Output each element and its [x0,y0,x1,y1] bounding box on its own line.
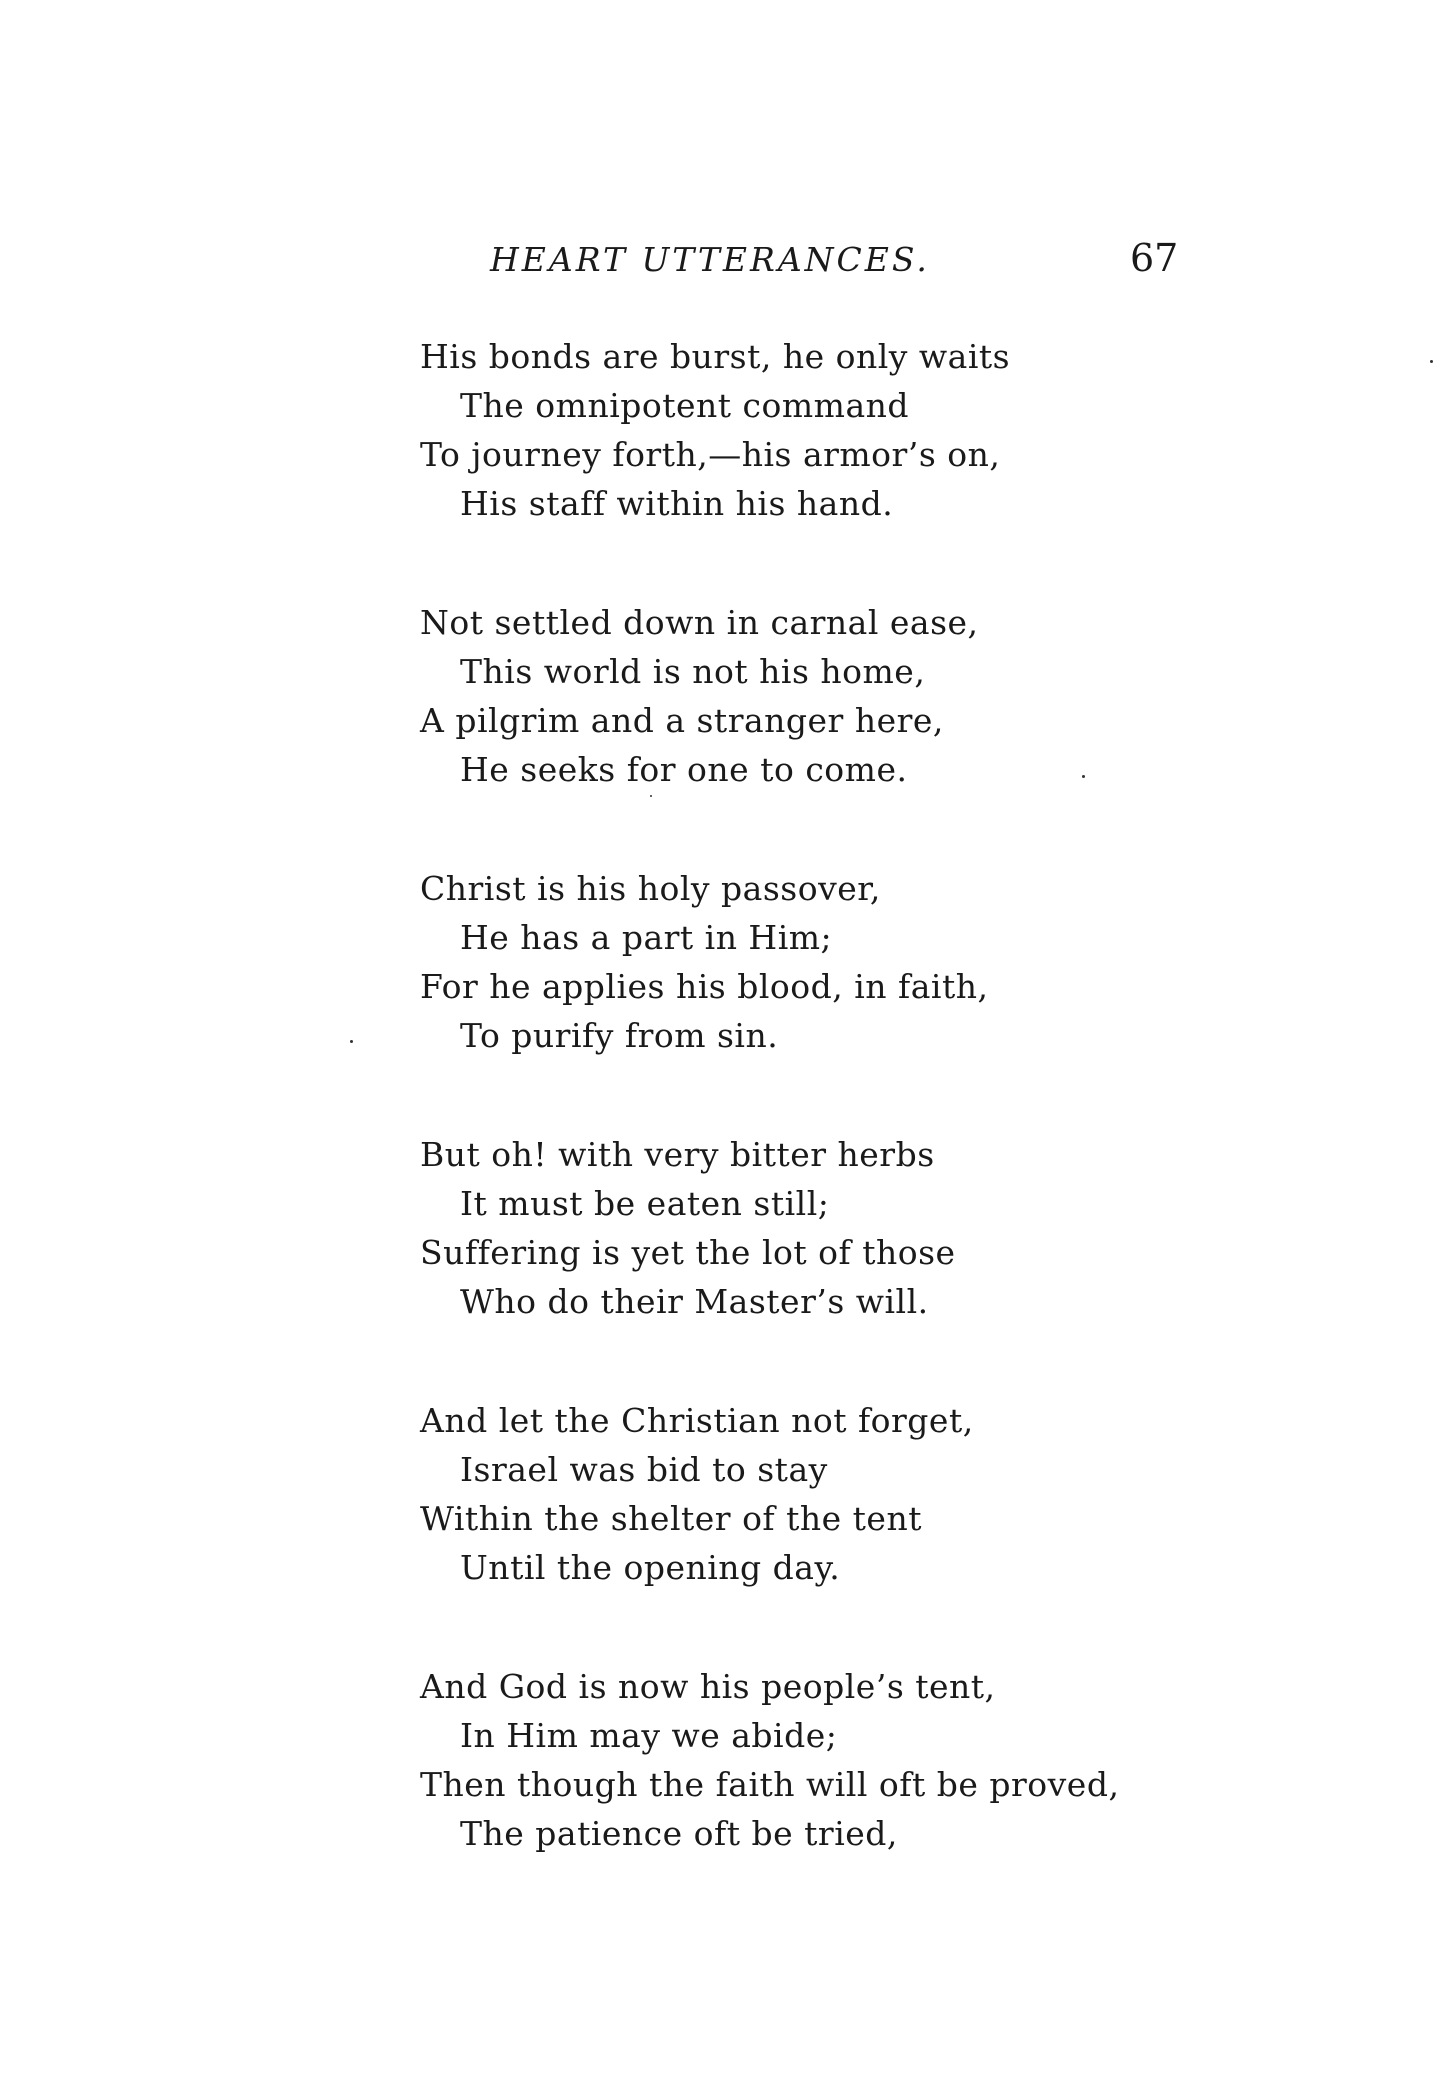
poem-line: To journey forth,—his armor’s on, [420,435,1001,474]
poem-line: A pilgrim and a stranger here, [420,701,944,740]
poem-line: His bonds are burst, he only waits [420,337,1011,376]
scan-speck [650,795,652,797]
poem-line: Who do their Master’s will. [460,1282,929,1321]
poem-line: This world is not his home, [460,652,926,691]
poem-line: In Him may we abide; [460,1716,838,1755]
poem-line: His staff within his hand. [460,484,894,523]
poem-line: Suffering is yet the lot of those [420,1233,956,1272]
stanza-4 [420,1130,1420,1326]
scan-speck [1082,775,1085,778]
stanza-5 [420,1396,1420,1592]
scan-speck [1430,360,1433,363]
poem-line: To purify from sin. [460,1016,779,1055]
running-head: HEART UTTERANCES. [490,240,930,279]
poem-line: But oh! with very bitter herbs [420,1135,935,1174]
stanza-1 [420,332,1420,528]
poem-line: And let the Christian not forget, [420,1401,974,1440]
poem-line: Then though the faith will oft be proved, [420,1765,1120,1804]
poem-line: Until the opening day. [460,1548,841,1587]
poem-line: The omnipotent command [460,386,910,425]
poem-line: He seeks for one to come. [460,750,908,789]
page-number: 67 [1130,236,1179,280]
poem-line: For he applies his blood, in faith, [420,967,989,1006]
stanza-2 [420,598,1420,794]
poem-line: He has a part in Him; [460,918,833,957]
poem-line: Within the shelter of the tent [420,1499,922,1538]
poem-line: It must be eaten still; [460,1184,830,1223]
poem-line: Christ is his holy passover, [420,869,881,908]
poem-line: Not settled down in carnal ease, [420,603,979,642]
poem-line: And God is now his people’s tent, [420,1667,996,1706]
stanza-3 [420,864,1420,1060]
poem-line: The patience oft be tried, [460,1814,898,1853]
scan-speck [350,1040,353,1043]
stanza-6 [420,1662,1420,1858]
poem [420,332,1420,1928]
poem-line: Israel was bid to stay [460,1450,828,1489]
